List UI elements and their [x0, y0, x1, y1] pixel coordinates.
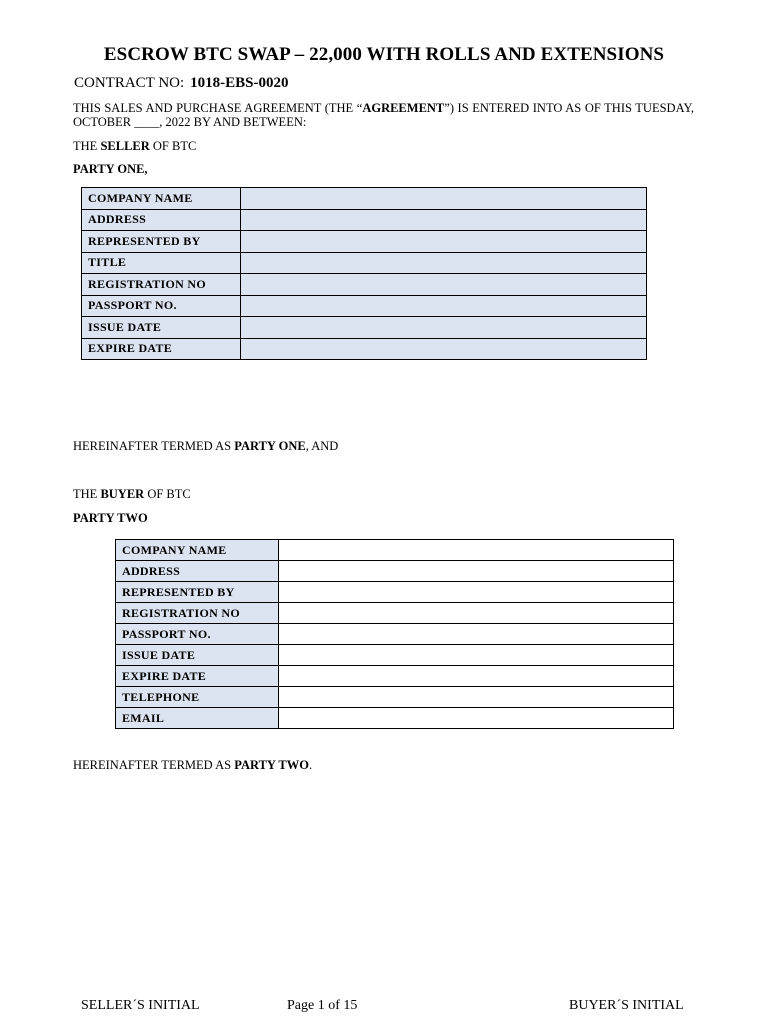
document-title: ESCROW BTC SWAP – 22,000 WITH ROLLS AND EXTENSIONS	[103, 44, 665, 65]
party-one-field-value[interactable]	[241, 252, 647, 274]
party-two-row	[116, 624, 674, 645]
party-two-field-value[interactable]	[279, 666, 674, 687]
party-two-heading: PARTY TWO	[73, 511, 148, 525]
party-two-field-value[interactable]	[279, 645, 674, 666]
party-two-field-label: ADDRESS	[116, 561, 279, 582]
seller-line	[73, 139, 196, 154]
party-two-field-value[interactable]	[279, 603, 674, 624]
buyer-line-prefix: THE	[73, 487, 101, 501]
party-one-term-suffix: , AND	[305, 439, 339, 453]
party-one-field-value[interactable]	[241, 231, 647, 253]
party-two-field-value[interactable]	[279, 561, 674, 582]
party-two-row	[116, 540, 674, 561]
party-one-term-line	[73, 439, 338, 454]
party-one-field-label: COMPANY NAME	[82, 188, 241, 210]
party-two-field-value[interactable]	[279, 687, 674, 708]
party-one-row	[82, 252, 647, 274]
party-one-row	[82, 188, 647, 210]
agreement-term: AGREEMENT	[362, 101, 445, 115]
party-two-row	[116, 603, 674, 624]
party-one-field-label: REGISTRATION NO	[82, 274, 241, 296]
party-two-row	[116, 687, 674, 708]
party-one-row	[82, 295, 647, 317]
party-one-field-label: TITLE	[82, 252, 241, 274]
party-one-term: PARTY ONE	[234, 439, 306, 453]
party-two-term-suffix: .	[308, 758, 313, 772]
seller-line-prefix: THE	[73, 139, 101, 153]
party-one-row	[82, 317, 647, 339]
party-two-row	[116, 645, 674, 666]
party-one-field-label: EXPIRE DATE	[82, 338, 241, 360]
party-two-field-value[interactable]	[279, 540, 674, 561]
party-one-field-label: ADDRESS	[82, 209, 241, 231]
party-two-field-value[interactable]	[279, 582, 674, 603]
party-one-field-label: REPRESENTED BY	[82, 231, 241, 253]
footer-seller-initial: SELLER´S INITIAL	[81, 998, 200, 1013]
party-two-term: PARTY TWO	[234, 758, 309, 772]
buyer-line-suffix: OF BTC	[144, 487, 191, 501]
party-two-field-label: TELEPHONE	[116, 687, 279, 708]
party-two-field-value[interactable]	[279, 624, 674, 645]
party-one-row	[82, 274, 647, 296]
contract-label: CONTRACT NO:	[74, 75, 185, 91]
party-two-row	[116, 561, 674, 582]
party-one-row	[82, 231, 647, 253]
party-two-field-label: COMPANY NAME	[116, 540, 279, 561]
footer-page-number: Page 1 of 15	[287, 998, 358, 1013]
party-two-field-label: ISSUE DATE	[116, 645, 279, 666]
seller-term: SELLER	[100, 139, 150, 153]
contract-number-line	[74, 75, 289, 92]
party-one-row	[82, 209, 647, 231]
party-one-field-value[interactable]	[241, 209, 647, 231]
party-two-field-label: PASSPORT NO.	[116, 624, 279, 645]
party-two-table	[115, 539, 674, 729]
party-one-table	[81, 187, 647, 360]
party-one-field-value[interactable]	[241, 188, 647, 210]
party-one-field-value[interactable]	[241, 295, 647, 317]
party-two-field-label: REPRESENTED BY	[116, 582, 279, 603]
intro-paragraph	[73, 101, 694, 129]
party-one-term-prefix: HEREINAFTER TERMED AS	[73, 439, 235, 453]
party-two-field-label: EXPIRE DATE	[116, 666, 279, 687]
party-two-field-label: REGISTRATION NO	[116, 603, 279, 624]
party-one-field-value[interactable]	[241, 274, 647, 296]
intro-text-start: THIS SALES AND PURCHASE AGREEMENT (THE “	[73, 101, 363, 115]
contract-number: 1018-EBS-0020	[190, 75, 289, 91]
intro-text-end: ”) IS ENTERED INTO AS OF THIS TUESDAY, OCTOBER ____, 2022 BY AND BETWEEN:	[73, 101, 694, 129]
party-one-field-label: PASSPORT NO.	[82, 295, 241, 317]
party-one-field-value[interactable]	[241, 338, 647, 360]
buyer-term: BUYER	[100, 487, 145, 501]
footer-buyer-initial: BUYER´S INITIAL	[569, 998, 684, 1013]
party-two-field-value[interactable]	[279, 708, 674, 729]
party-two-field-label: EMAIL	[116, 708, 279, 729]
party-two-row	[116, 666, 674, 687]
buyer-line	[73, 487, 191, 502]
party-one-field-value[interactable]	[241, 317, 647, 339]
seller-line-suffix: OF BTC	[149, 139, 197, 153]
party-two-row	[116, 708, 674, 729]
party-two-row	[116, 582, 674, 603]
party-one-row	[82, 338, 647, 360]
party-one-heading: PARTY ONE,	[73, 162, 148, 176]
party-one-field-label: ISSUE DATE	[82, 317, 241, 339]
party-two-term-line	[73, 758, 312, 773]
party-two-term-prefix: HEREINAFTER TERMED AS	[73, 758, 235, 772]
